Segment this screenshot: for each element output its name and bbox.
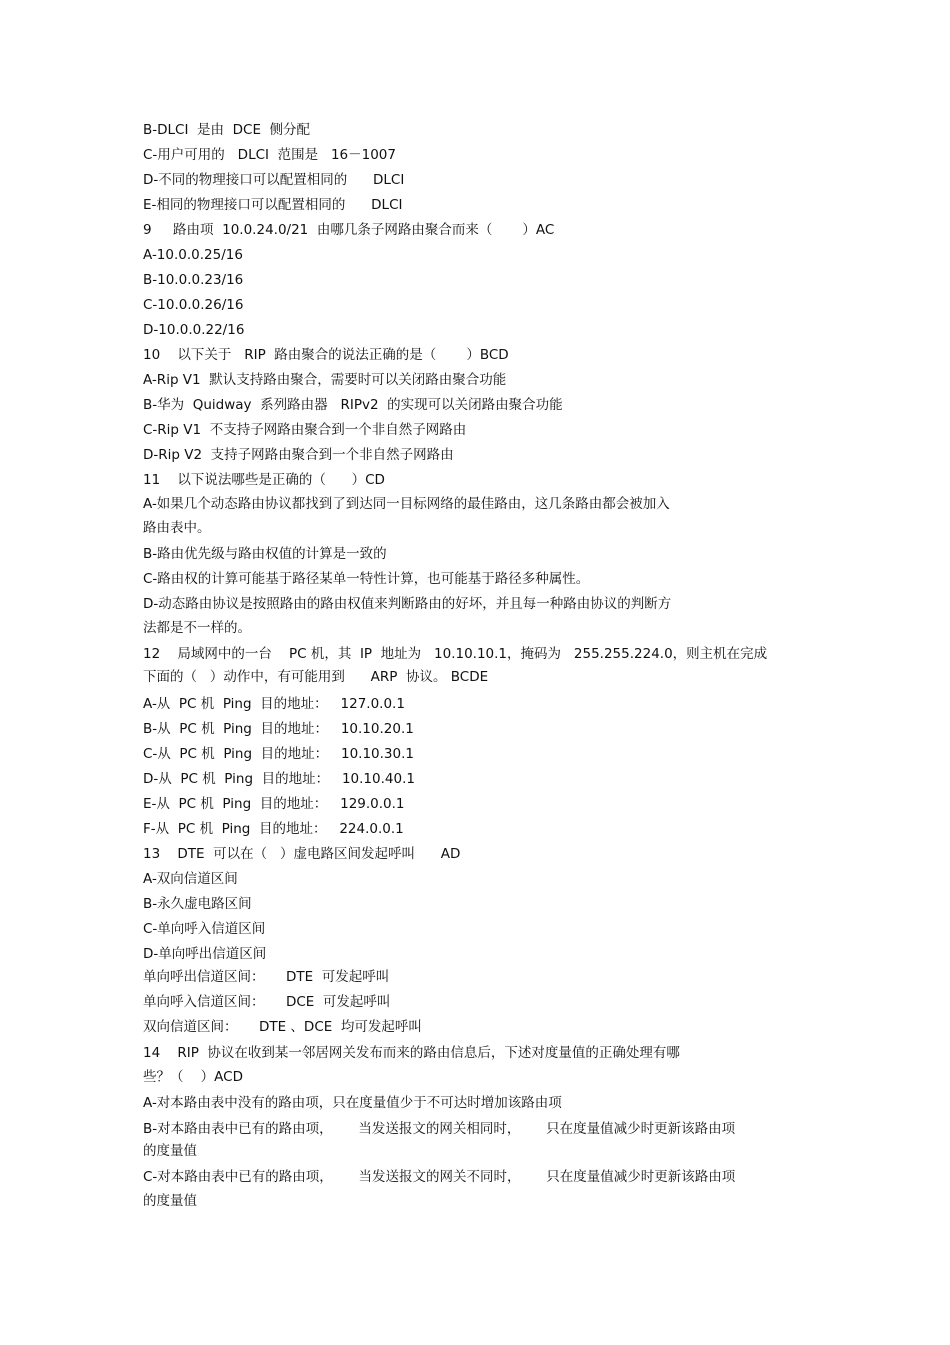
text-line: B-华为 Quidway 系列路由器 RIPv2 的实现可以关闭路由聚合功能 (143, 397, 563, 413)
text-line: C-对本路由表中已有的路由项， 当发送报文的网关不同时， 只在度量值减少时更新该路由项 (143, 1169, 736, 1185)
text-line: B-路由优先级与路由权值的计算是一致的 (143, 546, 387, 562)
text-line: B-DLCI 是由 DCE 侧分配 (143, 122, 311, 138)
text-line: D-不同的物理接口可以配置相同的 DLCI (143, 172, 405, 188)
question-13: 13 DTE 可以在（ ）虚电路区间发起呼叫 AD (143, 846, 461, 862)
text-line: 的度量值 (143, 1193, 197, 1209)
text-line: 单向呼出信道区间： DTE 可发起呼叫 (143, 969, 390, 985)
question-12: 12 局域网中的一台 PC 机，其 IP 地址为 10.10.10.1，掩码为 255.255.224.0，则主机在完成 (143, 646, 768, 662)
text-line: A-Rip V1 默认支持路由聚合，需要时可以关闭路由聚合功能 (143, 372, 507, 388)
text-line: B-10.0.0.23/16 (143, 272, 244, 288)
text-line: C-10.0.0.26/16 (143, 297, 244, 313)
text-line: C-用户可用的 DLCI 范围是 16－1007 (143, 147, 396, 163)
text-line: 的度量值 (143, 1143, 197, 1159)
text-line: C-路由权的计算可能基于路径某单一特性计算，也可能基于路径多种属性。 (143, 571, 590, 587)
question-14: 14 RIP 协议在收到某一邻居网关发布而来的路由信息后，下述对度量值的正确处理有哪 (143, 1045, 680, 1061)
text-line: D-10.0.0.22/16 (143, 322, 245, 338)
text-line: C-从 PC 机 Ping 目的地址： 10.10.30.1 (143, 746, 414, 762)
text-line: A-10.0.0.25/16 (143, 247, 243, 263)
text-line: 路由表中。 (143, 520, 211, 536)
text-line: A-双向信道区间 (143, 871, 238, 887)
text-line: E-从 PC 机 Ping 目的地址： 129.0.0.1 (143, 796, 405, 812)
text-line: D-动态路由协议是按照路由的路由权值来判断路由的好坏，并且每一种路由协议的判断方 (143, 596, 672, 612)
text-line: D-Rip V2 支持子网路由聚合到一个非自然子网路由 (143, 447, 454, 463)
text-line: A-如果几个动态路由协议都找到了到达同一目标网络的最佳路由，这几条路由都会被加入 (143, 496, 670, 512)
text-line: E-相同的物理接口可以配置相同的 DLCI (143, 197, 403, 213)
text-line: 些？（ ）ACD (143, 1069, 243, 1085)
text-line: D-从 PC 机 Ping 目的地址： 10.10.40.1 (143, 771, 415, 787)
text-line: A-对本路由表中没有的路由项，只在度量值少于不可达时增加该路由项 (143, 1095, 562, 1111)
text-line: C-单向呼入信道区间 (143, 921, 266, 937)
text-line: F-从 PC 机 Ping 目的地址： 224.0.0.1 (143, 821, 404, 837)
text-line: B-对本路由表中已有的路由项， 当发送报文的网关相同时， 只在度量值减少时更新该路由项 (143, 1121, 736, 1137)
text-line: D-单向呼出信道区间 (143, 946, 267, 962)
text-line: B-从 PC 机 Ping 目的地址： 10.10.20.1 (143, 721, 414, 737)
text-line: 双向信道区间： DTE 、DCE 均可发起呼叫 (143, 1019, 422, 1035)
text-line: B-永久虚电路区间 (143, 896, 252, 912)
text-line: A-从 PC 机 Ping 目的地址： 127.0.0.1 (143, 696, 405, 712)
text-line: 法都是不一样的。 (143, 620, 251, 636)
text-line: C-Rip V1 不支持子网路由聚合到一个非自然子网路由 (143, 422, 467, 438)
text-line: 下面的（ ）动作中，有可能用到 ARP 协议。 BCDE (143, 669, 489, 685)
question-11: 11 以下说法哪些是正确的（ ）CD (143, 472, 385, 488)
question-9: 9 路由项 10.0.24.0/21 由哪几条子网路由聚合而来（ ）AC (143, 222, 555, 238)
text-line: 单向呼入信道区间： DCE 可发起呼叫 (143, 994, 391, 1010)
question-10: 10 以下关于 RIP 路由聚合的说法正确的是（ ）BCD (143, 347, 509, 363)
